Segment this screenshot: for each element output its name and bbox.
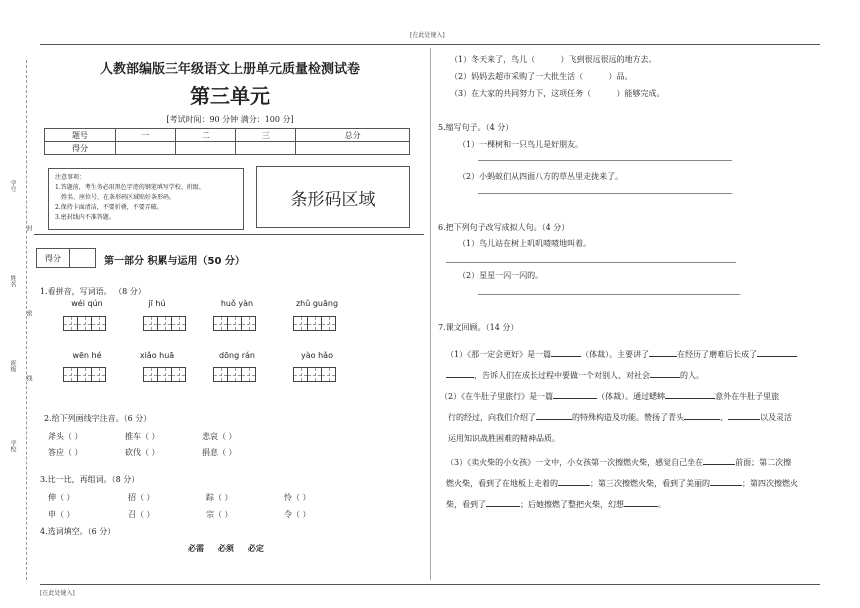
section-score-label: 得分: [37, 249, 70, 267]
q1-pinyin: dōng rán: [219, 351, 255, 360]
q3-item: 招（ ）: [128, 493, 155, 502]
score-table: [44, 128, 410, 155]
fill-blank[interactable]: [624, 498, 658, 507]
side-label-banji: 班级: [9, 360, 16, 372]
q3-item: 伸（ ）: [48, 493, 75, 502]
answer-line[interactable]: [478, 160, 732, 161]
fill-blank[interactable]: [536, 411, 572, 420]
side-label-xuexiao: 学校: [9, 440, 16, 452]
q4-sentence: （3）在大家的共同努力下，这项任务（ ）能够完成。: [450, 89, 665, 98]
q3-item: 申（ ）: [48, 510, 75, 519]
side-label-feng: 封: [25, 225, 32, 231]
q7-text: 意外在牛肚子里旅: [715, 392, 780, 401]
fill-blank[interactable]: [558, 477, 590, 486]
answer-line[interactable]: [446, 262, 736, 263]
q3-title: 3.比一比，再组词。（8 分）: [40, 475, 140, 484]
q3-item: 怜（ ）: [284, 493, 311, 502]
fill-blank[interactable]: [553, 390, 597, 399]
q5-sentence: （1）一棵树和一只鸟儿是好朋友。: [458, 140, 584, 149]
q4-sentence: （1）冬天来了，鸟儿（ ）飞到很远很远的地方去。: [450, 55, 657, 64]
q4-sentence: （2）妈妈去超市采购了一大批生活（ ）品。: [450, 72, 633, 81]
side-label-xuehao: 学号: [9, 180, 16, 192]
q7-text: 以及灵活: [760, 413, 792, 422]
tian-grid[interactable]: [213, 367, 255, 382]
fill-blank[interactable]: [703, 456, 735, 465]
q2-item: 捐息（ ）: [202, 448, 237, 457]
tian-grid[interactable]: [293, 316, 335, 331]
q7-text: 行的经过，向我们介绍了: [448, 413, 536, 422]
barcode-area: 条形码区域: [256, 166, 410, 228]
q7-text: ；第三次擦燃火柴，看到了美丽的: [590, 479, 710, 488]
score-input-cell[interactable]: [296, 142, 410, 155]
tian-grid[interactable]: [143, 316, 185, 331]
q7-text: ；第四次擦燃火: [742, 479, 798, 488]
q2-item: 砍伐（ ）: [125, 448, 160, 457]
q7-paragraph-3: [446, 452, 826, 515]
q3-item: 召（ ）: [128, 510, 155, 519]
q7-text: ；后她擦燃了整把火柴，幻想: [520, 500, 624, 509]
q2-item: 悲哀（ ）: [202, 432, 237, 441]
tian-grid[interactable]: [143, 367, 185, 382]
column-divider: [430, 48, 431, 580]
q7-text: 的特殊构造及功能。赞扬了青头: [572, 413, 684, 422]
header-note: [在此处键入]: [410, 32, 445, 39]
q7-text: 的人。: [680, 371, 704, 380]
q7-title: 7.课文回顾。（14 分）: [438, 323, 519, 332]
q4-title: 4.选词填空。（6 分）: [40, 527, 116, 536]
q1-pinyin: wēn hé: [72, 351, 102, 360]
fill-blank[interactable]: [551, 348, 581, 357]
q2-item: 斧头（ ）: [48, 432, 83, 441]
q4-words: 必需 必须 必定: [188, 543, 264, 553]
fill-blank[interactable]: [665, 390, 715, 399]
fill-blank[interactable]: [684, 411, 720, 420]
notice-item: 2.保持卡面清洁，不要折叠，不要弄破。: [55, 204, 163, 211]
q1-pinyin: zhǔ guāng: [295, 299, 339, 308]
answer-line[interactable]: [478, 193, 732, 194]
tian-grid[interactable]: [213, 316, 255, 331]
exam-title: 人教部编版三年级语文上册单元质量检测试卷: [99, 62, 360, 77]
score-table-cell: 题号: [45, 129, 116, 142]
q1-title: 1.看拼音，写词语。 （8 分）: [40, 287, 146, 296]
score-table-cell: 二: [176, 129, 236, 142]
score-table-header-row: [45, 129, 410, 142]
q6-sentence: （2）星星一闪一闪的。: [458, 271, 544, 280]
q5-title: 5.缩写句子。（4 分）: [438, 123, 514, 132]
exam-info: [考试时间：90 分钟 满分：100 分]: [166, 115, 294, 124]
side-label-mi: 密: [25, 310, 32, 316]
score-table-cell: 一: [116, 129, 176, 142]
fill-blank[interactable]: [710, 477, 742, 486]
section-score-box: [36, 248, 96, 268]
q1-pinyin: huǒ yàn: [220, 299, 254, 308]
answer-line[interactable]: [478, 294, 740, 295]
footer-rule: [40, 584, 820, 585]
score-input-cell[interactable]: [176, 142, 236, 155]
notice-item: 3.密封线内不准答题。: [55, 214, 115, 221]
q2-item: 答应（ ）: [48, 448, 83, 457]
notice-item: 姓名、座位号，在条形码区域贴好条形码。: [61, 194, 176, 201]
notice-heading: 注意事项：: [55, 174, 86, 181]
q7-text: ，告诉人们在成长过程中要做一个对别人、对社会: [474, 371, 650, 380]
fill-blank[interactable]: [728, 411, 760, 420]
side-label-xian: 线: [25, 375, 32, 381]
fill-blank[interactable]: [649, 348, 677, 357]
notice-box: [48, 168, 244, 230]
footer-note: [在此处键入]: [40, 590, 75, 597]
score-table-cell: 三: [236, 129, 296, 142]
fill-blank[interactable]: [486, 498, 520, 507]
fill-blank[interactable]: [757, 348, 797, 357]
header-rule: [40, 44, 820, 45]
q7-text: 燃火柴，看到了在地板上走着的: [446, 479, 558, 488]
q7-paragraph-1: [446, 344, 826, 386]
score-table-score-row: [45, 142, 410, 155]
q2-title: 2.给下列画线字注音。（6 分）: [44, 414, 152, 423]
q5-sentence: （2）小蚂蚁们从四面八方的草丛里走拢来了。: [458, 172, 624, 181]
score-input-cell[interactable]: [116, 142, 176, 155]
q6-title: 6.把下列句子改写成拟人句。（4 分）: [438, 223, 570, 232]
fill-blank[interactable]: [446, 369, 474, 378]
unit-title: 第三单元: [190, 84, 270, 108]
section-title: 第一部分 积累与运用（50 分）: [104, 256, 245, 267]
q1-pinyin: xiǎo huā: [139, 351, 175, 360]
side-label-xingming: 姓名: [9, 275, 16, 287]
q7-text: 柴，看到了: [446, 500, 486, 509]
q6-sentence: （1）鸟儿站在树上叽叽喳喳地叫着。: [458, 239, 592, 248]
q7-paragraph-2: [440, 386, 826, 449]
q2-item: 推车（ ）: [125, 432, 160, 441]
q1-pinyin: yào hǎo: [301, 351, 333, 360]
score-table-cell: 得分: [45, 142, 116, 155]
seal-line: [26, 60, 27, 580]
section-rule: [34, 234, 424, 235]
section-score-input[interactable]: [70, 249, 95, 267]
q3-item: 令（ ）: [284, 510, 311, 519]
notice-item: 1.答题前，考生务必用黑色字迹的钢笔填写学校、班级、: [55, 184, 205, 191]
q7-text: （3）《卖火柴的小女孩》一文中，小女孩第一次擦燃火柴，感觉自己坐在: [446, 458, 704, 467]
score-input-cell[interactable]: [236, 142, 296, 155]
q3-item: 宗（ ）: [206, 510, 233, 519]
q7-text: （体裁）。主要讲了: [581, 350, 650, 359]
tian-grid[interactable]: [63, 316, 105, 331]
fill-blank[interactable]: [650, 369, 680, 378]
q7-text: （2）《在牛肚子里旅行》是一篇: [440, 392, 554, 401]
tian-grid[interactable]: [63, 367, 105, 382]
q7-text: 前面；第二次擦: [735, 458, 792, 467]
q3-item: 踪（ ）: [206, 493, 233, 502]
q7-text: 在经历了磨难后长成了: [677, 350, 758, 359]
q7-text: 运用知识战胜困难的精神品质。: [448, 434, 560, 443]
q7-text: 、: [720, 413, 728, 422]
tian-grid[interactable]: [293, 367, 335, 382]
score-table-cell: 总分: [296, 129, 410, 142]
q1-pinyin: jī hú: [148, 299, 166, 308]
q7-text: （体裁）。通过蟋蟀: [597, 392, 666, 401]
q7-text: 。: [658, 500, 666, 509]
q7-text: （1）《那一定会更好》是一篇: [446, 350, 552, 359]
q1-pinyin: wéi qún: [71, 299, 103, 308]
